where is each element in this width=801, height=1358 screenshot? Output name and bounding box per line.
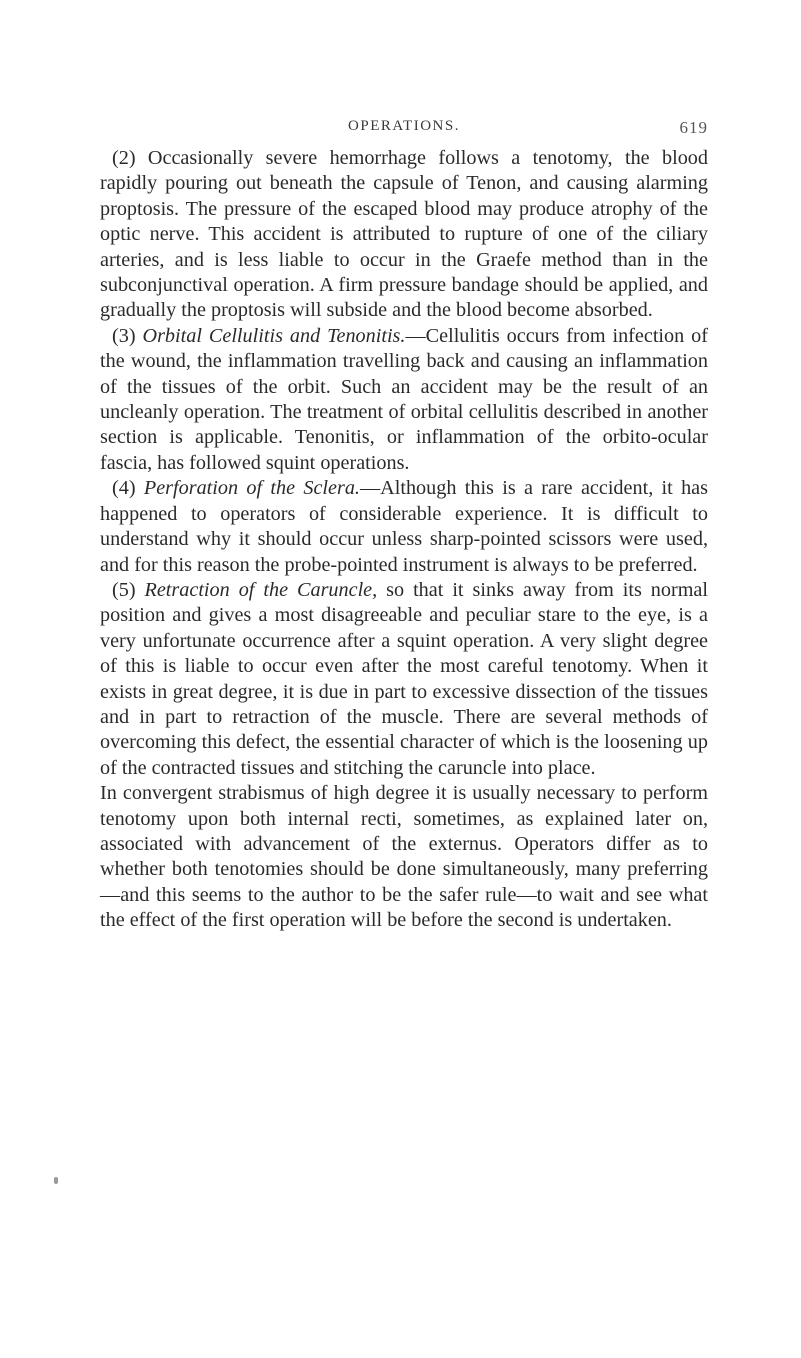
running-head (100, 118, 708, 142)
paragraph-text: (2) Occasionally severe hemorrhage follows a tenotomy, the blood rapidly pouring out beneath the capsule of Tenon, and causing alarming proptosis. The pressure of the escaped blood may produce atrophy of the optic nerve. This accident is attributed to rupture of one of the ciliary arteries, and is less liable to occur in the Graefe method than in the subconjunctival operation. A firm pressure bandage should be applied, and gradually the proptosis will subside and the blood become absorbed. (100, 147, 708, 322)
paragraph-convergent-strabismus (100, 781, 708, 933)
body-text (100, 146, 708, 934)
paragraph-text: —Although this is a rare accident, it has happened to operators of considerable experience. It is difficult to understand why it should occur unless sharp-pointed scissors were used, and for this reason the probe-pointed instrument is always to be preferred. (100, 477, 708, 576)
running-title: OPERATIONS. (348, 118, 460, 134)
paragraph-orbital-cellulitis (100, 324, 708, 476)
paragraph-retraction-caruncle (100, 578, 708, 781)
paragraph-number: (4) (112, 477, 144, 500)
scan-speck (54, 1177, 58, 1184)
paragraph-heading: Orbital Cellulitis and Tenonitis. (142, 324, 406, 347)
paragraph-hemorrhage (100, 146, 708, 324)
paragraph-number: (5) (112, 578, 145, 601)
paragraph-number: (3) (112, 324, 143, 347)
page-number: 619 (679, 118, 708, 137)
paragraph-perforation-sclera (100, 476, 708, 578)
paragraph-text: so that it sinks away from its normal position and gives a most disagreeable and peculiar stare to the eye, is a very unfortunate occurrence after a squint operation. A very slight degree of this is liable to occur even after the most careful tenotomy. When it exists in great degree, it is due in part to excessive dissection of the tissues and in part to retraction of the muscle. There are several methods of overcoming this defect, the essential character of which is the loosening up of the contracted tissues and stitching the caruncle into place. (100, 578, 708, 779)
paragraph-text: —Cellulitis occurs from infection of the wound, the inflammation travelling back and causing an inflammation of the tissues of the orbit. Such an accident may be the result of an uncleanly operation. The treatment of orbital cellulitis described in another section is applicable. Tenonitis, or inflammation of the orbito-ocular fascia, has followed squint operations. (100, 324, 708, 474)
paragraph-text: In convergent strabismus of high degree it is usually necessary to perform tenotomy upon both internal recti, sometimes, as explained later on, associated with advancement of the externus. Operators differ as to whether both tenotomies should be done simultaneously, many preferring—and this seems to the author to be the safer rule—to wait and see what the effect of the first operation will be before the second is undertaken. (100, 782, 708, 932)
paragraph-heading: Retraction of the Caruncle, (144, 578, 378, 601)
paragraph-heading: Perforation of the Sclera. (143, 477, 360, 500)
